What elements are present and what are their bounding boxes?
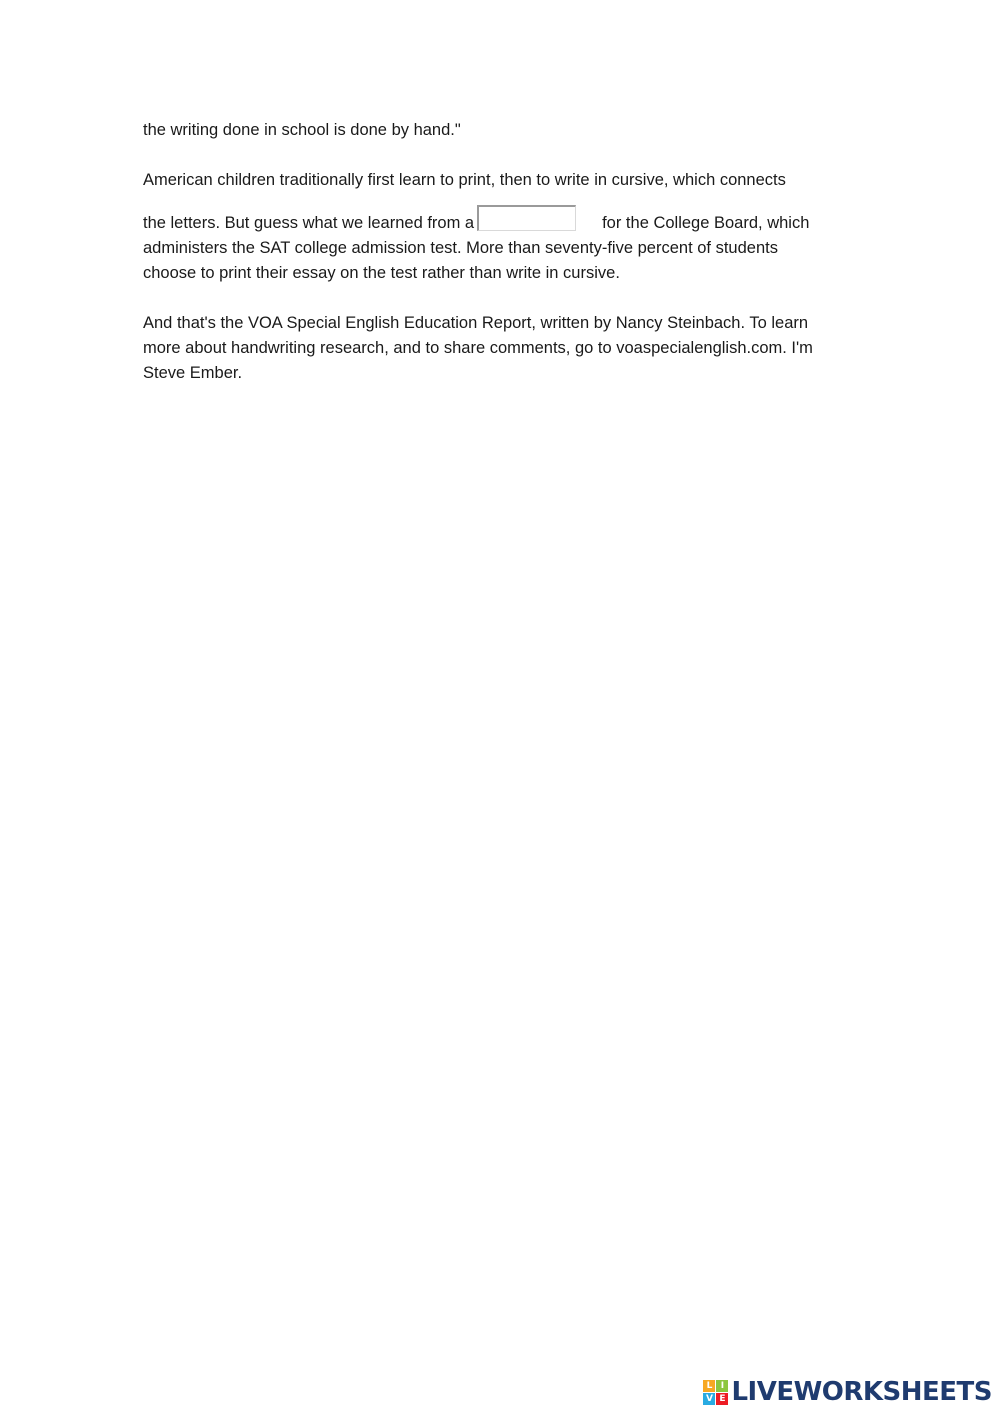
- paragraph-2: [143, 168, 863, 286]
- logo-mark-letter: E: [716, 1393, 728, 1405]
- text-line: Steve Ember.: [143, 364, 243, 382]
- worksheet-page: [143, 118, 863, 386]
- text-line: choose to print their essay on the test rather than write in cursive.: [143, 264, 620, 282]
- paragraph-3: [143, 311, 863, 386]
- logo-mark-letter: I: [716, 1380, 728, 1392]
- logo-mark-letter: L: [703, 1380, 715, 1392]
- logo-mark-icon: [703, 1380, 728, 1405]
- text-after-blank: for the College Board, which: [602, 214, 810, 232]
- text-line-with-blank: [143, 205, 863, 236]
- logo-text: LIVEWORKSHEETS: [731, 1377, 992, 1407]
- liveworksheets-logo: [703, 1377, 992, 1407]
- text-line: American children traditionally first learn to print, then to write in cursive, which connects: [143, 171, 786, 189]
- text-line: administers the SAT college admission test. More than seventy-five percent of students: [143, 239, 778, 257]
- paragraph-1: [143, 118, 863, 143]
- logo-mark-letter: V: [703, 1393, 715, 1405]
- answer-blank-input[interactable]: [477, 205, 576, 231]
- text-before-blank: the letters. But guess what we learned from a: [143, 214, 475, 232]
- text-line: more about handwriting research, and to share comments, go to voaspecialenglish.com. I'm: [143, 339, 813, 357]
- text-line: the writing done in school is done by hand.": [143, 121, 461, 139]
- text-line: And that's the VOA Special English Education Report, written by Nancy Steinbach. To learn: [143, 314, 809, 332]
